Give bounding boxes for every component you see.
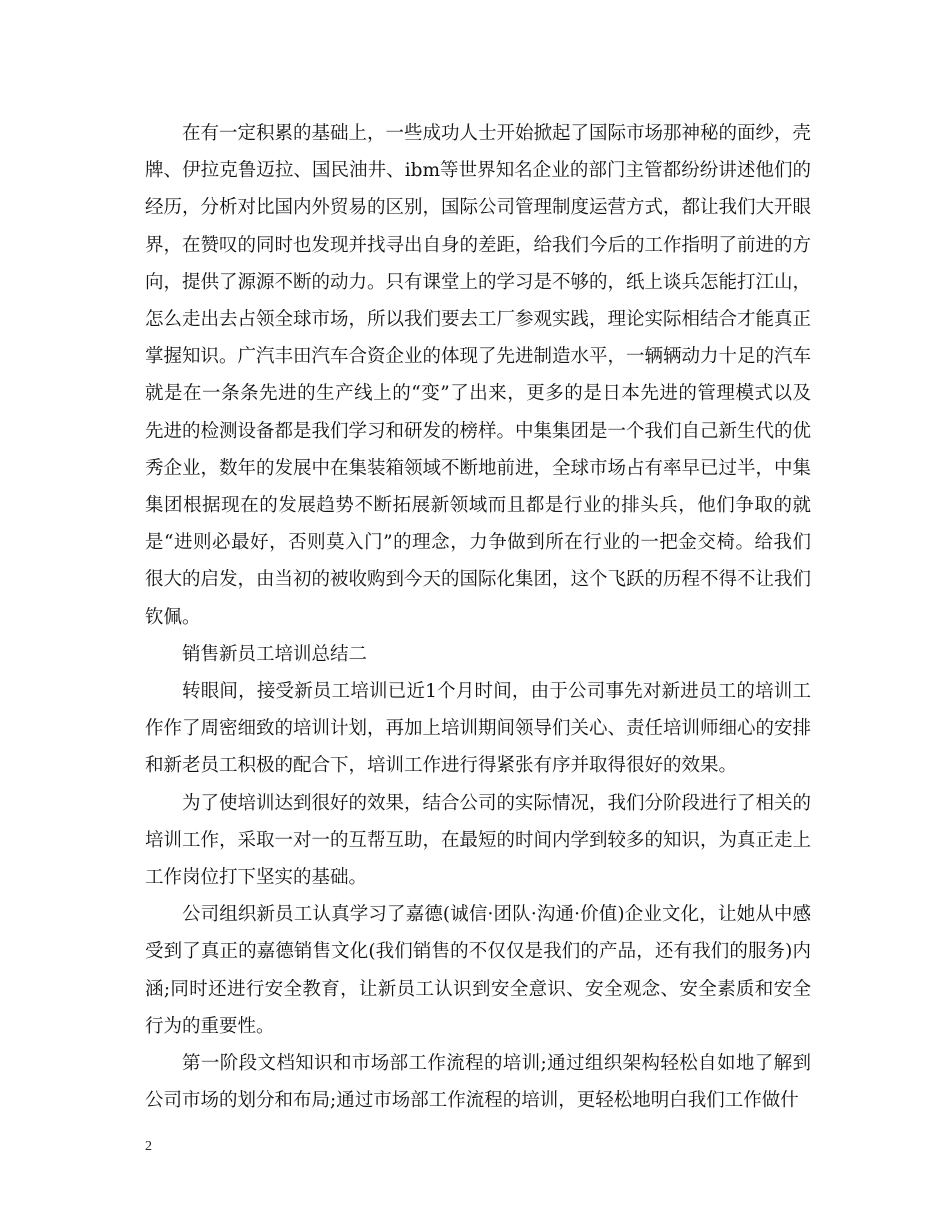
body-paragraph-1: 在有一定积累的基础上，一些成功人士开始掀起了国际市场那神秘的面纱，壳牌、伊拉克鲁迈拉、国民油井、ibm等世界知名企业的部门主管都纷纷讲述他们的经历，分析对比国内外贸易的区别，国际公司管理制度运营方式，都让我们大开眼界，在赞叹的同时也发现并找寻出自身的差距，给我们今后的工作指明了前进的方向，提供了源源不断的动力。只有课堂上的学习是不够的，纸上谈兵怎能打江山，怎么走出去占领全球市场，所以我们要去工厂参观实践，理论实际相结合才能真正掌握知识。广汽丰田汽车合资企业的体现了先进制造水平，一辆辆动力十足的汽车就是在一条条先进的生产线上的“变”了出来，更多的是日本先进的管理模式以及先进的检测设备都是我们学习和研发的榜样。中集集团是一个我们自己新生代的优秀企业，数年的发展中在集装箱领域不断地前进，全球市场占有率早已过半，中集集团根据现在的发展趋势不断拓展新领域而且都是行业的排头兵，他们争取的就是“进则必最好，否则莫入门”的理念，力争做到所在行业的一把金交椅。给我们很大的启发，由当初的被收购到今天的国际化集团，这个飞跃的历程不得不让我们钦佩。 (145, 123, 812, 628)
body-paragraph-5: 第一阶段文档知识和市场部工作流程的培训;通过组织架构轻松自如地了解到公司市场的划分和布局;通过市场部工作流程的培训，更轻松地明白我们工作做什 (145, 1053, 811, 1112)
body-paragraph-3: 为了使培训达到很好的效果，结合公司的实际情况，我们分阶段进行了相关的培训工作，采取一对一的互帮互助，在最短的时间内学到较多的知识，为真正走上工作岗位打下坚实的基础。 (145, 792, 812, 889)
body-paragraph-2: 转眼间，接受新员工培训已近1个月时间，由于公司事先对新进员工的培训工作作了周密细致的培训计划，再加上培训期间领导们关心、责任培训师细心的安排和新老员工积极的配合下，培训工作进行得紧张有序并取得很好的效果。 (145, 681, 812, 777)
page-number: 2 (145, 1139, 152, 1154)
body-paragraph-4: 公司组织新员工认真学习了嘉德(诚信·团队·沟通·价值)企业文化，让她从中感受到了真正的嘉德销售文化(我们销售的不仅仅是我们的产品，还有我们的服务)内涵;同时还进行安全教育，让新员工认识到安全意识、安全观念、安全素质和安全行为的重要性。 (145, 904, 811, 1037)
document-body (145, 115, 811, 1119)
section-heading: 销售新员工培训总结二 (182, 643, 368, 665)
